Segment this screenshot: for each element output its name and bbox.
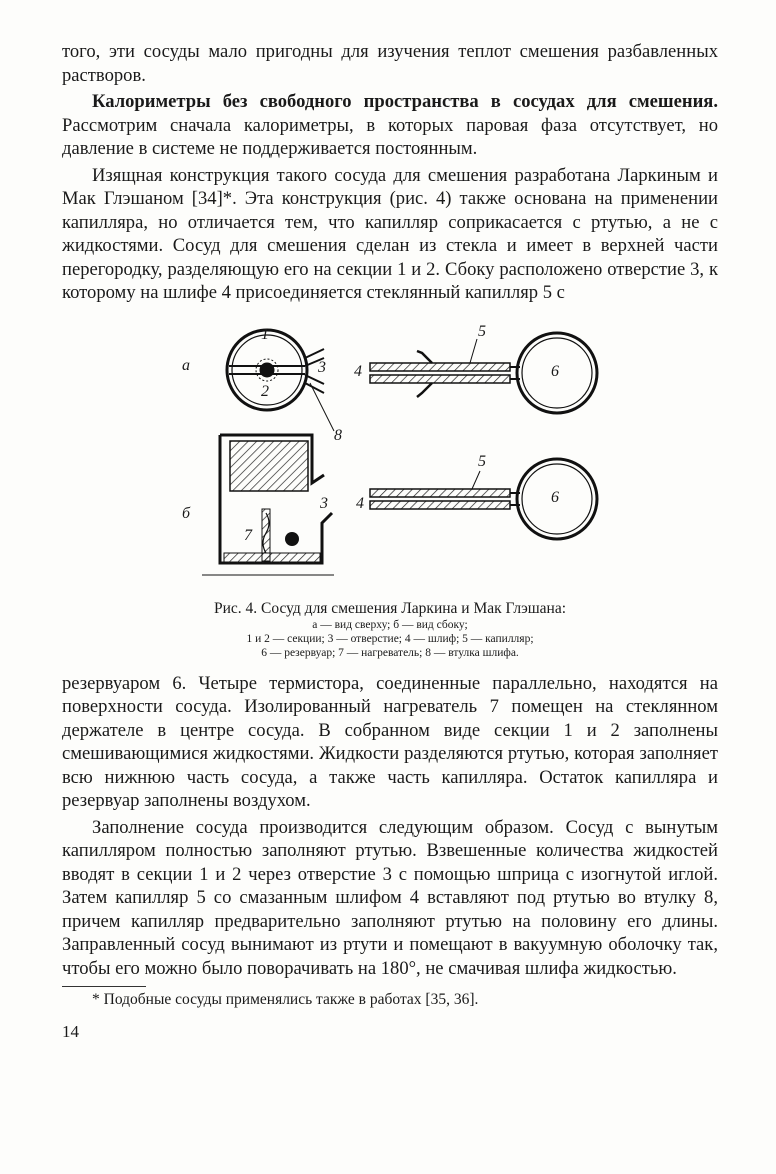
figure-legend-2: 1 и 2 — секции; 3 — отверстие; 4 — шлиф; 5 — капилляр; — [246, 632, 534, 645]
paragraph-5: Заполнение сосуда производится следующим образом. Сосуд с вынутым капилляром полностью заполняют ртутью. Взвешенные количества жидкостей вводят в секции 1 и 2 через отверстие 3 с помощью шприца с изогнутой иглой. Затем капилляр 5 со смазанным шлифом 4 вставляют под ртутью во втулку 8, причем капилляр предварительно заполняют ртутью на половину его длины. Заправленный сосуд вынимают из ртути и помещают в вакуумную оболочку так, чтобы его можно было поворачивать на 180°, не смачивая шлифа жидкостью. — [62, 816, 718, 979]
paragraph-4: резервуаром 6. Четыре термистора, соединенные параллельно, находятся на поверхности сосуда. Изолированный нагреватель 7 помещен на стеклянном держателе в центре сосуда. В собранном виде секции 1 и 2 заполнены смешивающимися жидкостями. Жидкости разделяются ртутью, которая заполняет всю нижнюю часть сосуда, а также часть капилляра. Остаток капилляра и резервуар заполнены воздухом. — [62, 672, 718, 811]
leader-line — [310, 383, 334, 431]
capillary-side-view — [370, 459, 597, 539]
label-4-b: 4 — [356, 494, 364, 512]
section-heading: Калориметры без свободного пространства в сосудах для смешения. — [92, 91, 718, 112]
figure-caption: Рис. 4. Сосуд для смешения Ларкина и Мак Глэшана: — [213, 599, 567, 617]
page-number: 14 — [62, 1022, 79, 1041]
label-5-b: 5 — [478, 452, 486, 470]
label-6-a: 6 — [551, 362, 559, 380]
footnote: * Подобные сосуды применялись также в работах [35, 36]. — [92, 991, 479, 1008]
paragraph-3: Изящная конструкция такого сосуда для смешения разработана Ларкиным и Мак Глэшаном [34]*. Эта конструкция (рис. 4) также основана на применении капилляра, но отличается тем, что капилляр соприкасается с ртутью, а не с жидкостями. Сосуд для смешения сделан из стекла и имеет в верхней части перегородку, разделяющую его на секции 1 и 2. Сбоку расположено отверстие 3, к которому на шлифе 4 присоединяется стеклянный капилляр 5 с — [62, 164, 718, 303]
figure-legend-1: а — вид сверху; б — вид сбоку; — [312, 618, 468, 631]
label-8: 8 — [334, 426, 342, 444]
paragraph-1: того, эти сосуды мало пригодны для изучения теплот смешения разбавленных растворов. — [62, 41, 718, 86]
label-2: 2 — [261, 382, 269, 400]
capillary-top-view — [370, 333, 597, 413]
label-b: б — [182, 504, 191, 522]
top-view — [227, 330, 324, 410]
label-5-a: 5 — [478, 322, 486, 340]
paragraph-2-text: Рассмотрим сначала калориметры, в которых паровая фаза отсутствует, но давление в системе не поддерживается постоянным. — [62, 114, 718, 159]
footnote-rule — [62, 986, 146, 987]
figure-4 — [62, 313, 718, 595]
figure-legend-3: 6 — резервуар; 7 — нагреватель; 8 — втулка шлифа. — [261, 646, 519, 659]
label-3-a: 3 — [318, 358, 326, 376]
page — [62, 40, 718, 1042]
label-1: 1 — [261, 325, 269, 343]
label-7: 7 — [244, 526, 252, 544]
side-view — [202, 435, 334, 575]
paragraph-2 — [62, 90, 718, 161]
label-4-a: 4 — [354, 362, 362, 380]
label-6-b: 6 — [551, 488, 559, 506]
label-3-b: 3 — [320, 494, 328, 512]
label-a: а — [182, 356, 190, 374]
figure-drawing — [62, 313, 718, 595]
